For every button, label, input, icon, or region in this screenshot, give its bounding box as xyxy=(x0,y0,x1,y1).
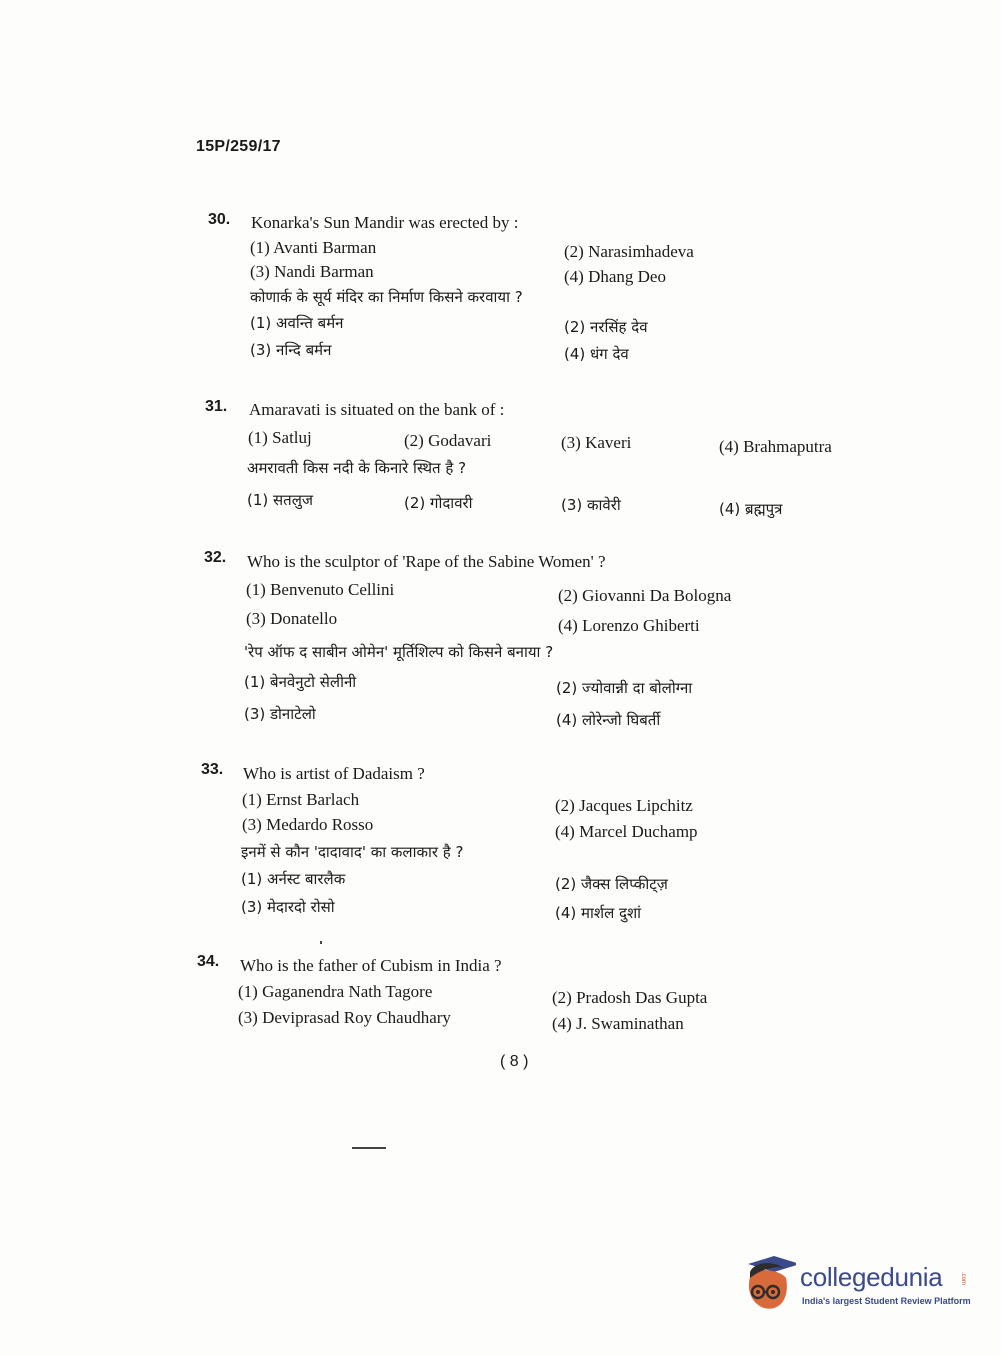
option-1-en: (1) Benvenuto Cellini xyxy=(246,580,395,599)
option-1-hi: (1) सतलुज xyxy=(247,491,314,509)
option-4-hi: (4) ब्रह्मपुत्र xyxy=(719,500,783,518)
question-text-en: Who is the father of Cubism in India ? xyxy=(240,956,502,975)
option-4-hi: (4) धंग देव xyxy=(564,345,629,363)
option-3-hi: (3) नन्दि बर्मन xyxy=(250,341,332,359)
scan-mark xyxy=(320,941,322,944)
option-2-hi: (2) गोदावरी xyxy=(404,494,473,512)
paper-code: 15P/259/17 xyxy=(196,138,281,155)
option-4-en: (4) Lorenzo Ghiberti xyxy=(558,616,700,635)
question-text-hi: कोणार्क के सूर्य मंदिर का निर्माण किसने करवाया ? xyxy=(250,288,523,306)
option-2-en: (2) Pradosh Das Gupta xyxy=(552,988,708,1007)
option-4-hi: (4) मार्शल दुशां xyxy=(555,904,642,922)
question-31 xyxy=(205,399,865,524)
question-number: 34. xyxy=(197,953,220,970)
page-number: ( 8 ) xyxy=(500,1053,529,1070)
option-3-hi: (3) कावेरी xyxy=(561,496,621,514)
option-2-hi: (2) जैक्स लिप्कीट्ज़ xyxy=(555,875,668,893)
question-number: 32. xyxy=(204,549,227,566)
option-1-hi: (1) अवन्ति बर्मन xyxy=(250,314,344,332)
option-2-en: (2) Narasimhadeva xyxy=(564,242,694,261)
option-3-en: (3) Nandi Barman xyxy=(250,262,374,281)
option-4-en: (4) Dhang Deo xyxy=(564,267,666,286)
scan-mark xyxy=(352,1147,386,1149)
option-3-en: (3) Donatello xyxy=(246,609,338,628)
question-text-en: Who is artist of Dadaism ? xyxy=(243,764,425,783)
question-text-hi: 'रेप ऑफ द साबीन ओमेन' मूर्तिशिल्प को किसने बनाया ? xyxy=(244,643,554,661)
option-2-en: (2) Godavari xyxy=(404,431,492,450)
question-text-hi: अमरावती किस नदी के किनारे स्थित है ? xyxy=(247,459,467,477)
question-34 xyxy=(197,954,777,1034)
collegedunia-logo xyxy=(740,1250,970,1320)
question-text-en: Konarka's Sun Mandir was erected by : xyxy=(251,213,519,232)
option-1-hi: (1) अर्नस्ट बारलैक xyxy=(241,870,346,888)
option-1-en: (1) Satluj xyxy=(248,428,312,447)
question-33 xyxy=(201,762,781,927)
option-4-en: (4) J. Swaminathan xyxy=(552,1014,684,1033)
option-3-hi: (3) डोनाटेलो xyxy=(244,705,316,723)
option-3-hi: (3) मेदारदो रोसो xyxy=(241,898,335,916)
question-text-hi: इनमें से कौन 'दादावाद' का कलाकार है ? xyxy=(241,843,464,861)
option-3-en: (3) Kaveri xyxy=(561,433,632,452)
option-4-en: (4) Brahmaputra xyxy=(719,437,832,456)
option-3-en: (3) Deviprasad Roy Chaudhary xyxy=(238,1008,451,1027)
option-1-en: (1) Ernst Barlach xyxy=(242,790,360,809)
option-3-en: (3) Medardo Rosso xyxy=(242,815,374,834)
logo-wordmark: collegedunia xyxy=(800,1262,943,1292)
student-face-icon xyxy=(740,1254,796,1312)
question-32 xyxy=(204,550,784,735)
logo-domain-suffix: .com xyxy=(960,1272,966,1286)
option-1-en: (1) Gaganendra Nath Tagore xyxy=(238,982,433,1001)
question-number: 33. xyxy=(201,761,224,778)
option-4-hi: (4) लोरेन्जो घिबर्ती xyxy=(556,711,661,729)
question-text-en: Who is the sculptor of 'Rape of the Sabine Women' ? xyxy=(247,552,606,571)
option-1-en: (1) Avanti Barman xyxy=(250,238,377,257)
question-number: 31. xyxy=(205,398,228,415)
option-2-en: (2) Giovanni Da Bologna xyxy=(558,586,732,605)
question-30 xyxy=(208,212,768,372)
logo-tagline: India's largest Student Review Platform xyxy=(802,1296,971,1306)
option-1-hi: (1) बेनवेनुटो सेलीनी xyxy=(244,673,357,691)
question-text-en: Amaravati is situated on the bank of : xyxy=(249,400,505,419)
option-2-hi: (2) ज्योवान्नी दा बोलोग्ना xyxy=(556,679,693,697)
option-4-en: (4) Marcel Duchamp xyxy=(555,822,698,841)
option-2-hi: (2) नरसिंह देव xyxy=(564,318,648,336)
question-number: 30. xyxy=(208,211,231,228)
option-2-en: (2) Jacques Lipchitz xyxy=(555,796,693,815)
